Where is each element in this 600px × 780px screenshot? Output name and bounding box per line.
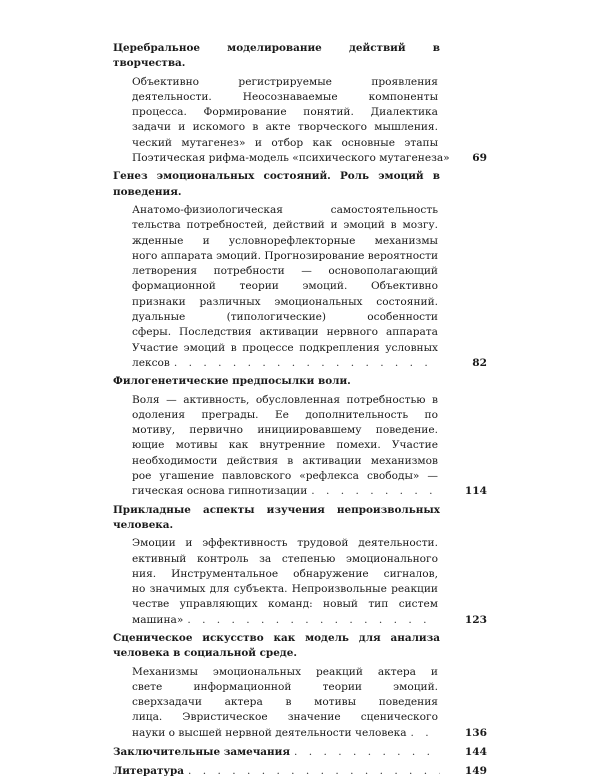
body-text: летворения потребности — основополагающий: [132, 265, 438, 278]
body-text: Объективно регистрируемые проявления: [132, 75, 438, 88]
heading-line: [113, 646, 487, 661]
body-line: [113, 325, 487, 340]
leader-line: [132, 726, 438, 741]
body-text: Поэтическая рифма-модель «психического мутагенеза»: [132, 152, 450, 165]
body-text: науки о высшей нервной деятельности человека: [132, 726, 407, 739]
body-line: [113, 75, 487, 90]
section-heading: [113, 631, 487, 662]
body-line: [113, 203, 487, 218]
body-text: но значимых для субъекта. Непроизвольные реакции: [132, 583, 438, 596]
heading-line: [113, 185, 487, 200]
heading-line: [113, 374, 487, 389]
body-line: [113, 264, 487, 279]
page-number: 123: [464, 613, 487, 626]
toc-entry: [113, 745, 487, 760]
body-text: Механизмы эмоциональных реакций актера и: [132, 665, 438, 678]
body-line: [113, 249, 487, 264]
heading-text: творчества.: [113, 57, 186, 70]
body-line: [113, 341, 487, 356]
body-text: одоления преграды. Ее дополнительность по: [132, 408, 438, 421]
heading-line: [113, 518, 487, 533]
body-line: [113, 613, 487, 628]
body-text: признаки различных эмоциональных состояний.: [132, 295, 438, 308]
body-line: [113, 105, 487, 120]
heading-text: Прикладные аспекты изучения непроизвольных: [113, 503, 440, 516]
body-line: [113, 218, 487, 233]
body-text: сферы. Последствия активации нервного аппарата: [132, 326, 438, 339]
body-line: [113, 90, 487, 105]
toc-section: [113, 374, 487, 499]
section-heading: [113, 169, 487, 200]
toc-section: [113, 169, 487, 371]
leader-line: [132, 613, 438, 628]
body-line: [113, 726, 487, 741]
heading-text: человека.: [113, 518, 174, 531]
body-text: ческий мутагенез» и отбор как основные этапы: [132, 136, 438, 149]
leader-line: [132, 356, 438, 371]
toc-section: [113, 41, 487, 166]
body-line: [113, 151, 487, 166]
body-line: [113, 665, 487, 680]
body-line: [113, 710, 487, 725]
body-text: деятельности. Неосознаваемые компоненты: [132, 90, 438, 103]
dot-leader: [174, 356, 438, 371]
dot-leader: [294, 745, 440, 760]
body-text: Эмоции и эффективность трудовой деятельности.: [132, 537, 438, 550]
heading-line: [113, 56, 487, 71]
body-text: задачи и искомого в акте творческого мышления.: [132, 121, 438, 134]
page-number: 82: [472, 356, 487, 369]
body-text: формационной теории эмоций. Объективно: [132, 280, 438, 293]
body-line: [113, 279, 487, 294]
body-line: [113, 567, 487, 582]
section-heading: [113, 374, 487, 389]
body-text: Воля — активность, обусловленная потребностью в: [132, 393, 438, 406]
body-text: Анатомо-физиологическая самостоятельность: [132, 203, 438, 216]
body-text: ющие мотивы как внутренние помехи. Участие: [132, 439, 438, 452]
body-line: [113, 454, 487, 469]
page-number: 136: [464, 726, 487, 739]
body-line: [113, 484, 487, 499]
leader-line: [132, 484, 438, 499]
section-heading: [113, 503, 487, 534]
toc-entry: [113, 764, 487, 779]
section-heading: [113, 41, 487, 72]
body-text: ного аппарата эмоций. Прогнозирование вероятности: [132, 249, 438, 262]
page-number: 114: [464, 485, 487, 498]
body-text: сверхзадачи актера в мотивы поведения: [132, 696, 438, 709]
body-line: [113, 295, 487, 310]
heading-text: Генез эмоциональных состояний. Роль эмоций в: [113, 170, 440, 183]
body-line: [113, 310, 487, 325]
dot-leader: [187, 613, 438, 628]
body-text: гическая основа гипнотизации: [132, 485, 308, 498]
dot-leader: [411, 726, 438, 741]
body-text: Участие эмоций в процессе подкрепления условных: [132, 341, 438, 354]
heading-line: [113, 169, 487, 184]
body-line: [113, 234, 487, 249]
body-text: свете информационной теории эмоций.: [132, 680, 438, 693]
body-text: рое угашение павловского «рефлекса свободы» —: [132, 470, 438, 483]
body-line: [113, 582, 487, 597]
heading-text: человека в социальной среде.: [113, 647, 297, 660]
entry-title: Литература: [113, 765, 185, 778]
body-text: мотиву, первично инициировавшему поведение.: [132, 424, 438, 437]
page-number: 69: [472, 152, 487, 165]
page-number: 144: [464, 746, 487, 759]
heading-line: [113, 631, 487, 646]
table-of-contents: [113, 41, 487, 780]
body-line: [113, 136, 487, 151]
body-line: [113, 552, 487, 567]
body-line: [113, 680, 487, 695]
body-text: машина»: [132, 613, 184, 626]
body-line: [113, 423, 487, 438]
body-line: [113, 469, 487, 484]
body-line: [113, 597, 487, 612]
body-text: необходимости действия в активации механизмов: [132, 454, 438, 467]
body-text: ективный контроль за степенью эмоционального: [132, 552, 438, 565]
toc-section: [113, 503, 487, 628]
leader-line: [132, 151, 450, 166]
body-line: [113, 695, 487, 710]
body-text: тельства потребностей, действий и эмоций в мозгу.: [132, 219, 438, 232]
heading-text: Церебральное моделирование действий в: [113, 42, 440, 54]
body-line: [113, 393, 487, 408]
body-text: дуальные (типологические) особенности: [132, 311, 438, 324]
body-text: процесса. Формирование понятий. Диалектика: [132, 106, 438, 119]
leader-line: [113, 764, 440, 779]
body-line: [113, 356, 487, 371]
toc-section: [113, 631, 487, 741]
body-line: [113, 536, 487, 551]
heading-text: поведения.: [113, 185, 182, 198]
body-line: [113, 438, 487, 453]
leader-line: [113, 745, 440, 760]
entry-title: Заключительные замечания: [113, 746, 291, 759]
dot-leader: [311, 484, 438, 499]
heading-line: [113, 503, 487, 518]
body-line: [113, 408, 487, 423]
body-line: [113, 120, 487, 135]
body-text: лексов: [132, 356, 170, 369]
heading-line: [113, 41, 487, 56]
heading-text: Филогенетические предпосылки воли.: [113, 375, 351, 388]
heading-text: Сценическое искусство как модель для анализа: [113, 631, 440, 644]
dot-leader: [188, 764, 440, 779]
page-number: 149: [464, 765, 487, 778]
body-text: ния. Инструментальное обнаружение сигналов,: [132, 567, 438, 580]
body-text: честве управляющих команд: новый тип систем: [132, 598, 438, 611]
body-text: лица. Эвристическое значение сценического: [132, 711, 438, 724]
body-text: жденные и условнорефлекторные механизмы: [132, 234, 438, 247]
